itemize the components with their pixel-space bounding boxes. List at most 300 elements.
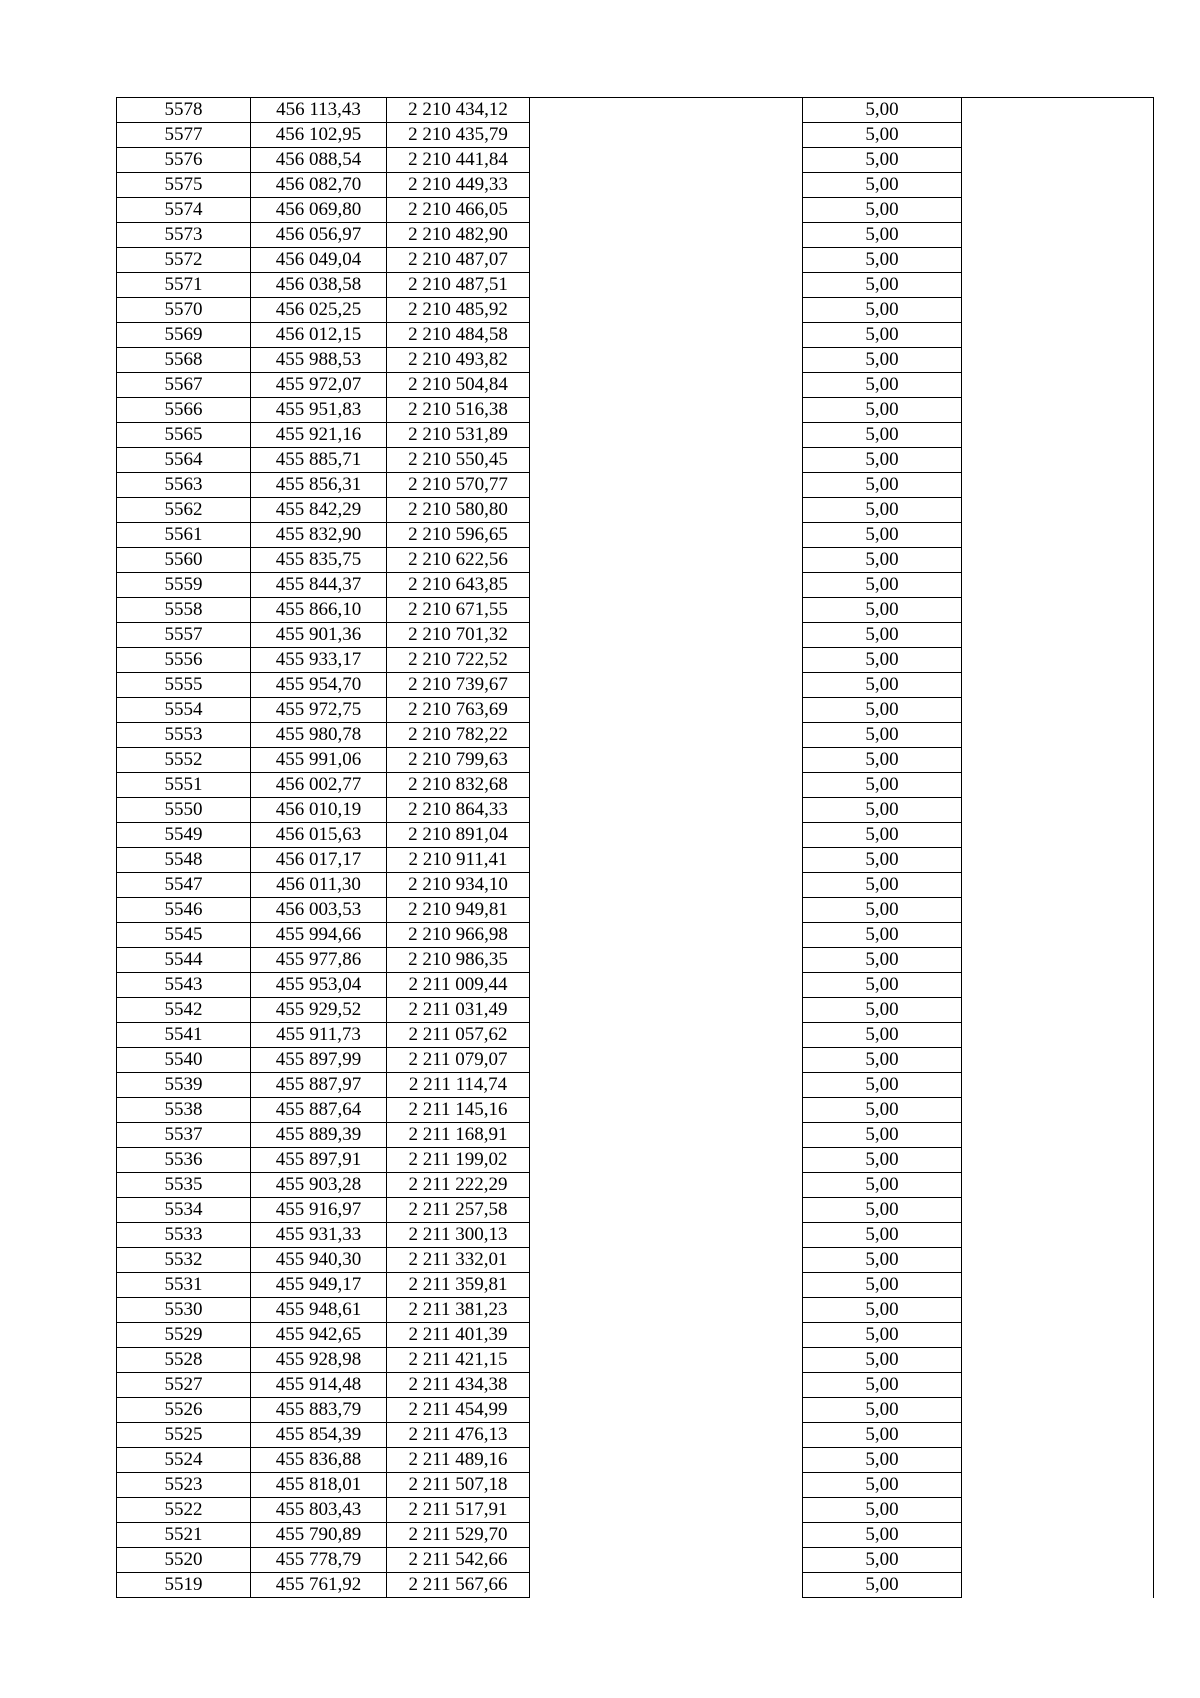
table-row: [117, 1498, 1154, 1523]
value-cell: 5,00: [803, 698, 962, 723]
value-cell: 5,00: [803, 1448, 962, 1473]
x-coordinate-cell: 455 921,16: [251, 423, 387, 448]
empty-cell: [530, 848, 803, 873]
empty-cell: [530, 1198, 803, 1223]
empty-cell: [962, 523, 1154, 548]
empty-cell: [530, 923, 803, 948]
x-coordinate-cell: 455 948,61: [251, 1298, 387, 1323]
y-coordinate-cell: 2 210 570,77: [387, 473, 530, 498]
y-coordinate-cell: 2 211 401,39: [387, 1323, 530, 1348]
value-cell: 5,00: [803, 973, 962, 998]
y-coordinate-cell: 2 211 381,23: [387, 1298, 530, 1323]
y-coordinate-cell: 2 210 966,98: [387, 923, 530, 948]
empty-cell: [530, 948, 803, 973]
value-cell: 5,00: [803, 1148, 962, 1173]
table-row: [117, 1448, 1154, 1473]
point-number-cell: 5563: [117, 473, 251, 498]
empty-cell: [530, 1023, 803, 1048]
point-number-cell: 5573: [117, 223, 251, 248]
y-coordinate-cell: 2 210 763,69: [387, 698, 530, 723]
y-coordinate-cell: 2 211 359,81: [387, 1273, 530, 1298]
y-coordinate-cell: 2 210 739,67: [387, 673, 530, 698]
x-coordinate-cell: 455 885,71: [251, 448, 387, 473]
value-cell: 5,00: [803, 1048, 962, 1073]
value-cell: 5,00: [803, 798, 962, 823]
point-number-cell: 5531: [117, 1273, 251, 1298]
value-cell: 5,00: [803, 773, 962, 798]
empty-cell: [962, 348, 1154, 373]
y-coordinate-cell: 2 210 832,68: [387, 773, 530, 798]
empty-cell: [530, 973, 803, 998]
value-cell: 5,00: [803, 423, 962, 448]
x-coordinate-cell: 455 835,75: [251, 548, 387, 573]
empty-cell: [962, 248, 1154, 273]
empty-cell: [530, 198, 803, 223]
empty-cell: [530, 398, 803, 423]
value-cell: 5,00: [803, 1098, 962, 1123]
x-coordinate-cell: 455 842,29: [251, 498, 387, 523]
y-coordinate-cell: 2 211 507,18: [387, 1473, 530, 1498]
x-coordinate-cell: 455 901,36: [251, 623, 387, 648]
point-number-cell: 5556: [117, 648, 251, 673]
point-number-cell: 5575: [117, 173, 251, 198]
y-coordinate-cell: 2 210 531,89: [387, 423, 530, 448]
empty-cell: [530, 598, 803, 623]
x-coordinate-cell: 455 972,07: [251, 373, 387, 398]
empty-cell: [962, 148, 1154, 173]
value-cell: 5,00: [803, 1348, 962, 1373]
point-number-cell: 5544: [117, 948, 251, 973]
value-cell: 5,00: [803, 648, 962, 673]
empty-cell: [530, 1048, 803, 1073]
y-coordinate-cell: 2 210 434,12: [387, 98, 530, 123]
table-row: [117, 1223, 1154, 1248]
point-number-cell: 5564: [117, 448, 251, 473]
empty-cell: [530, 423, 803, 448]
empty-cell: [962, 448, 1154, 473]
y-coordinate-cell: 2 210 701,32: [387, 623, 530, 648]
empty-cell: [962, 1048, 1154, 1073]
empty-cell: [962, 1148, 1154, 1173]
table-row: [117, 1473, 1154, 1498]
empty-cell: [530, 698, 803, 723]
empty-cell: [530, 498, 803, 523]
x-coordinate-cell: 455 953,04: [251, 973, 387, 998]
value-cell: 5,00: [803, 223, 962, 248]
y-coordinate-cell: 2 211 057,62: [387, 1023, 530, 1048]
value-cell: 5,00: [803, 1373, 962, 1398]
value-cell: 5,00: [803, 348, 962, 373]
table-row: [117, 248, 1154, 273]
empty-cell: [962, 973, 1154, 998]
empty-cell: [962, 123, 1154, 148]
point-number-cell: 5552: [117, 748, 251, 773]
value-cell: 5,00: [803, 473, 962, 498]
x-coordinate-cell: 455 832,90: [251, 523, 387, 548]
value-cell: 5,00: [803, 323, 962, 348]
point-number-cell: 5526: [117, 1398, 251, 1423]
value-cell: 5,00: [803, 723, 962, 748]
empty-cell: [962, 698, 1154, 723]
empty-cell: [962, 873, 1154, 898]
empty-cell: [530, 1073, 803, 1098]
empty-cell: [530, 1423, 803, 1448]
value-cell: 5,00: [803, 448, 962, 473]
empty-cell: [962, 373, 1154, 398]
x-coordinate-cell: 455 790,89: [251, 1523, 387, 1548]
y-coordinate-cell: 2 210 435,79: [387, 123, 530, 148]
x-coordinate-cell: 455 903,28: [251, 1173, 387, 1198]
empty-cell: [962, 573, 1154, 598]
empty-cell: [962, 623, 1154, 648]
empty-cell: [962, 1573, 1154, 1598]
table-row: [117, 898, 1154, 923]
empty-cell: [962, 1098, 1154, 1123]
point-number-cell: 5568: [117, 348, 251, 373]
value-cell: 5,00: [803, 1023, 962, 1048]
empty-cell: [962, 473, 1154, 498]
table-row: [117, 1148, 1154, 1173]
empty-cell: [530, 823, 803, 848]
empty-cell: [962, 748, 1154, 773]
point-number-cell: 5548: [117, 848, 251, 873]
value-cell: 5,00: [803, 598, 962, 623]
point-number-cell: 5570: [117, 298, 251, 323]
y-coordinate-cell: 2 210 799,63: [387, 748, 530, 773]
empty-cell: [962, 823, 1154, 848]
value-cell: 5,00: [803, 148, 962, 173]
x-coordinate-cell: 455 931,33: [251, 1223, 387, 1248]
empty-cell: [530, 173, 803, 198]
empty-cell: [530, 898, 803, 923]
y-coordinate-cell: 2 211 489,16: [387, 1448, 530, 1473]
empty-cell: [530, 223, 803, 248]
point-number-cell: 5525: [117, 1423, 251, 1448]
table-row: [117, 1398, 1154, 1423]
point-number-cell: 5528: [117, 1348, 251, 1373]
value-cell: 5,00: [803, 1123, 962, 1148]
y-coordinate-cell: 2 211 421,15: [387, 1348, 530, 1373]
value-cell: 5,00: [803, 98, 962, 123]
value-cell: 5,00: [803, 748, 962, 773]
point-number-cell: 5521: [117, 1523, 251, 1548]
table-row: [117, 273, 1154, 298]
x-coordinate-cell: 456 049,04: [251, 248, 387, 273]
x-coordinate-cell: 455 803,43: [251, 1498, 387, 1523]
value-cell: 5,00: [803, 1498, 962, 1523]
point-number-cell: 5574: [117, 198, 251, 223]
empty-cell: [962, 1298, 1154, 1323]
x-coordinate-cell: 455 940,30: [251, 1248, 387, 1273]
point-number-cell: 5547: [117, 873, 251, 898]
value-cell: 5,00: [803, 1198, 962, 1223]
x-coordinate-cell: 455 994,66: [251, 923, 387, 948]
y-coordinate-cell: 2 211 517,91: [387, 1498, 530, 1523]
y-coordinate-cell: 2 211 031,49: [387, 998, 530, 1023]
empty-cell: [530, 1448, 803, 1473]
table-row: [117, 223, 1154, 248]
y-coordinate-cell: 2 211 542,66: [387, 1548, 530, 1573]
value-cell: 5,00: [803, 948, 962, 973]
table-row: [117, 123, 1154, 148]
point-number-cell: 5533: [117, 1223, 251, 1248]
table-row: [117, 98, 1154, 123]
point-number-cell: 5566: [117, 398, 251, 423]
value-cell: 5,00: [803, 248, 962, 273]
value-cell: 5,00: [803, 1473, 962, 1498]
empty-cell: [962, 1473, 1154, 1498]
empty-cell: [962, 1348, 1154, 1373]
point-number-cell: 5524: [117, 1448, 251, 1473]
empty-cell: [962, 1248, 1154, 1273]
point-number-cell: 5551: [117, 773, 251, 798]
empty-cell: [530, 873, 803, 898]
x-coordinate-cell: 455 928,98: [251, 1348, 387, 1373]
y-coordinate-cell: 2 210 493,82: [387, 348, 530, 373]
y-coordinate-cell: 2 210 722,52: [387, 648, 530, 673]
value-cell: 5,00: [803, 1073, 962, 1098]
x-coordinate-cell: 456 038,58: [251, 273, 387, 298]
x-coordinate-cell: 455 887,97: [251, 1073, 387, 1098]
x-coordinate-cell: 455 991,06: [251, 748, 387, 773]
point-number-cell: 5541: [117, 1023, 251, 1048]
value-cell: 5,00: [803, 623, 962, 648]
value-cell: 5,00: [803, 898, 962, 923]
value-cell: 5,00: [803, 1323, 962, 1348]
table-row: [117, 873, 1154, 898]
y-coordinate-cell: 2 210 891,04: [387, 823, 530, 848]
point-number-cell: 5538: [117, 1098, 251, 1123]
value-cell: 5,00: [803, 1273, 962, 1298]
point-number-cell: 5576: [117, 148, 251, 173]
x-coordinate-cell: 455 897,91: [251, 1148, 387, 1173]
empty-cell: [530, 548, 803, 573]
y-coordinate-cell: 2 210 449,33: [387, 173, 530, 198]
x-coordinate-cell: 456 012,15: [251, 323, 387, 348]
x-coordinate-cell: 456 011,30: [251, 873, 387, 898]
empty-cell: [530, 998, 803, 1023]
x-coordinate-cell: 455 883,79: [251, 1398, 387, 1423]
point-number-cell: 5562: [117, 498, 251, 523]
y-coordinate-cell: 2 210 911,41: [387, 848, 530, 873]
x-coordinate-cell: 455 911,73: [251, 1023, 387, 1048]
point-number-cell: 5523: [117, 1473, 251, 1498]
point-number-cell: 5535: [117, 1173, 251, 1198]
y-coordinate-cell: 2 210 671,55: [387, 598, 530, 623]
table-row: [117, 1173, 1154, 1198]
value-cell: 5,00: [803, 1248, 962, 1273]
x-coordinate-cell: 455 977,86: [251, 948, 387, 973]
x-coordinate-cell: 456 113,43: [251, 98, 387, 123]
empty-cell: [962, 1273, 1154, 1298]
empty-cell: [962, 1123, 1154, 1148]
y-coordinate-cell: 2 210 864,33: [387, 798, 530, 823]
point-number-cell: 5550: [117, 798, 251, 823]
empty-cell: [530, 1373, 803, 1398]
x-coordinate-cell: 455 988,53: [251, 348, 387, 373]
empty-cell: [530, 748, 803, 773]
y-coordinate-cell: 2 210 487,51: [387, 273, 530, 298]
value-cell: 5,00: [803, 123, 962, 148]
y-coordinate-cell: 2 211 114,74: [387, 1073, 530, 1098]
y-coordinate-cell: 2 210 580,80: [387, 498, 530, 523]
empty-cell: [962, 198, 1154, 223]
y-coordinate-cell: 2 211 168,91: [387, 1123, 530, 1148]
y-coordinate-cell: 2 211 567,66: [387, 1573, 530, 1598]
point-number-cell: 5577: [117, 123, 251, 148]
table-row: [117, 823, 1154, 848]
y-coordinate-cell: 2 211 009,44: [387, 973, 530, 998]
empty-cell: [962, 923, 1154, 948]
empty-cell: [962, 323, 1154, 348]
value-cell: 5,00: [803, 173, 962, 198]
point-number-cell: 5572: [117, 248, 251, 273]
value-cell: 5,00: [803, 498, 962, 523]
table-row: [117, 648, 1154, 673]
x-coordinate-cell: 455 949,17: [251, 1273, 387, 1298]
x-coordinate-cell: 455 929,52: [251, 998, 387, 1023]
table-row: [117, 1298, 1154, 1323]
empty-cell: [962, 173, 1154, 198]
point-number-cell: 5565: [117, 423, 251, 448]
empty-cell: [530, 1098, 803, 1123]
x-coordinate-cell: 455 914,48: [251, 1373, 387, 1398]
empty-cell: [962, 498, 1154, 523]
empty-cell: [530, 623, 803, 648]
x-coordinate-cell: 455 887,64: [251, 1098, 387, 1123]
x-coordinate-cell: 455 933,17: [251, 648, 387, 673]
y-coordinate-cell: 2 211 454,99: [387, 1398, 530, 1423]
point-number-cell: 5540: [117, 1048, 251, 1073]
y-coordinate-cell: 2 210 986,35: [387, 948, 530, 973]
y-coordinate-cell: 2 211 079,07: [387, 1048, 530, 1073]
empty-cell: [962, 898, 1154, 923]
empty-cell: [530, 1398, 803, 1423]
x-coordinate-cell: 456 056,97: [251, 223, 387, 248]
y-coordinate-cell: 2 210 643,85: [387, 573, 530, 598]
empty-cell: [962, 673, 1154, 698]
x-coordinate-cell: 456 003,53: [251, 898, 387, 923]
table-row: [117, 723, 1154, 748]
x-coordinate-cell: 456 069,80: [251, 198, 387, 223]
point-number-cell: 5549: [117, 823, 251, 848]
table-row: [117, 998, 1154, 1023]
point-number-cell: 5530: [117, 1298, 251, 1323]
empty-cell: [962, 1398, 1154, 1423]
table-row: [117, 1423, 1154, 1448]
x-coordinate-cell: 455 844,37: [251, 573, 387, 598]
table-row: [117, 398, 1154, 423]
empty-cell: [530, 1123, 803, 1148]
table-row: [117, 1273, 1154, 1298]
y-coordinate-cell: 2 211 222,29: [387, 1173, 530, 1198]
empty-cell: [962, 223, 1154, 248]
table-row: [117, 1548, 1154, 1573]
empty-cell: [530, 1148, 803, 1173]
table-row: [117, 323, 1154, 348]
value-cell: 5,00: [803, 198, 962, 223]
x-coordinate-cell: 455 916,97: [251, 1198, 387, 1223]
table-row: [117, 498, 1154, 523]
empty-cell: [962, 598, 1154, 623]
empty-cell: [962, 723, 1154, 748]
table-row: [117, 1123, 1154, 1148]
empty-cell: [530, 648, 803, 673]
point-number-cell: 5522: [117, 1498, 251, 1523]
value-cell: 5,00: [803, 298, 962, 323]
point-number-cell: 5567: [117, 373, 251, 398]
empty-cell: [962, 1323, 1154, 1348]
empty-cell: [962, 848, 1154, 873]
y-coordinate-cell: 2 210 516,38: [387, 398, 530, 423]
point-number-cell: 5546: [117, 898, 251, 923]
value-cell: 5,00: [803, 1573, 962, 1598]
value-cell: 5,00: [803, 1398, 962, 1423]
y-coordinate-cell: 2 211 434,38: [387, 1373, 530, 1398]
point-number-cell: 5542: [117, 998, 251, 1023]
table-row: [117, 1073, 1154, 1098]
point-number-cell: 5534: [117, 1198, 251, 1223]
point-number-cell: 5532: [117, 1248, 251, 1273]
empty-cell: [530, 798, 803, 823]
empty-cell: [530, 448, 803, 473]
y-coordinate-cell: 2 211 476,13: [387, 1423, 530, 1448]
y-coordinate-cell: 2 210 441,84: [387, 148, 530, 173]
point-number-cell: 5571: [117, 273, 251, 298]
table-row: [117, 473, 1154, 498]
y-coordinate-cell: 2 210 622,56: [387, 548, 530, 573]
point-number-cell: 5557: [117, 623, 251, 648]
y-coordinate-cell: 2 210 550,45: [387, 448, 530, 473]
x-coordinate-cell: 455 856,31: [251, 473, 387, 498]
value-cell: 5,00: [803, 998, 962, 1023]
table-row: [117, 1098, 1154, 1123]
empty-cell: [530, 123, 803, 148]
empty-cell: [962, 298, 1154, 323]
y-coordinate-cell: 2 211 529,70: [387, 1523, 530, 1548]
table-row: [117, 973, 1154, 998]
value-cell: 5,00: [803, 848, 962, 873]
table-row: [117, 548, 1154, 573]
coordinates-table-body: [117, 98, 1154, 1598]
empty-cell: [530, 373, 803, 398]
empty-cell: [530, 1523, 803, 1548]
point-number-cell: 5560: [117, 548, 251, 573]
x-coordinate-cell: 455 889,39: [251, 1123, 387, 1148]
table-row: [117, 923, 1154, 948]
x-coordinate-cell: 455 761,92: [251, 1573, 387, 1598]
empty-cell: [530, 148, 803, 173]
point-number-cell: 5553: [117, 723, 251, 748]
table-row: [117, 298, 1154, 323]
table-row: [117, 598, 1154, 623]
value-cell: 5,00: [803, 673, 962, 698]
empty-cell: [530, 1573, 803, 1598]
x-coordinate-cell: 455 854,39: [251, 1423, 387, 1448]
table-row: [117, 173, 1154, 198]
coordinates-table: [116, 97, 1154, 1598]
point-number-cell: 5545: [117, 923, 251, 948]
empty-cell: [962, 1423, 1154, 1448]
empty-cell: [530, 473, 803, 498]
y-coordinate-cell: 2 211 300,13: [387, 1223, 530, 1248]
y-coordinate-cell: 2 210 934,10: [387, 873, 530, 898]
empty-cell: [530, 348, 803, 373]
table-row: [117, 673, 1154, 698]
table-row: [117, 1348, 1154, 1373]
y-coordinate-cell: 2 210 782,22: [387, 723, 530, 748]
x-coordinate-cell: 456 010,19: [251, 798, 387, 823]
